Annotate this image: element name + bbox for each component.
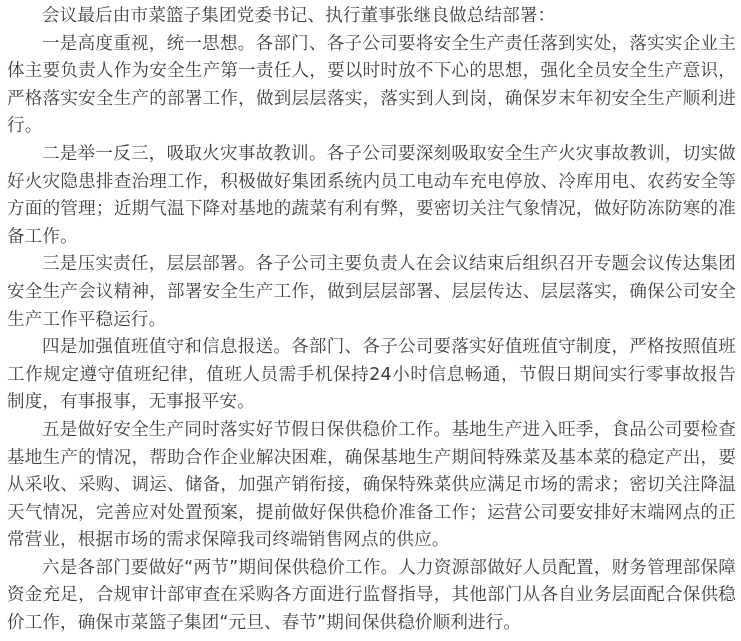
document-body xyxy=(7,3,736,638)
paragraph-point-three: 三是压实责任，层层部署。各子公司主要负责人在会议结束后组织召开专题会议传达集团安全生产会议精神，部署安全生产工作，做到层层部署、层层传达、层层落实，确保公司安全生产工作平稳运行。 xyxy=(7,254,736,330)
paragraph-point-four: 四是加强值班值守和信息报送。各部门、各子公司要落实好值班值守制度，严格按照值班工作规定遵守值班纪律，值班人员需手机保持24小时信息畅通，节假日期间实行零事故报告制度，有事报事，无事报平安。 xyxy=(7,337,736,413)
paragraph-point-one: 一是高度重视，统一思想。各部门、各子公司要将安全生产责任落到实处，落实实企业主体主要负责人作为安全生产第一责任人，要以时时放不下心的思想，强化全员安全生产意识，严格落实安全生产的部署工作，做到层层落实，落实到人到岗，确保岁末年初安全生产顺利进行。 xyxy=(7,33,736,137)
paragraph-point-five: 五是做好安全生产同时落实好节假日保供稳价工作。基地生产进入旺季，食品公司要检查基地生产的情况，帮助合作企业解决困难，确保基地生产期间特殊菜及基本菜的稳定产出，要从采收、采购、调运、储备，加强产销衔接，确保特殊菜供应满足市场的需求；密切关注降温天气情况，完善应对处置预案，提前做好保供稳价准备工作；运营公司要安排好末端网点的正常营业，根据市场的需求保障我司终端销售网点的供应。 xyxy=(7,419,736,551)
paragraph-intro: 会议最后由市菜篮子集团党委书记、执行董事张继良做总结部署： xyxy=(42,6,556,26)
paragraph-point-six: 六是各部门要做好“两节”期间保供稳价工作。人力资源部做好人员配置，财务管理部保障资金充足，合规审计部审查在采购各方面进行监督指导，其他部门从各自业务层面配合保供稳价工作，确保市菜篮子集团“元旦、春节”期间保供稳价顺利进行。 xyxy=(7,557,736,634)
paragraph-point-two: 二是举一反三，吸取火灾事故教训。各子公司要深刻吸取安全生产火灾事故教训，切实做好火灾隐患排查治理工作，积极做好集团系统内员工电动车充电停放、冷库用电、农药安全等方面的管理；近期气温下降对基地的蔬菜有利有弊，要密切关注气象情况，做好防冻防寒的准备工作。 xyxy=(7,143,736,247)
